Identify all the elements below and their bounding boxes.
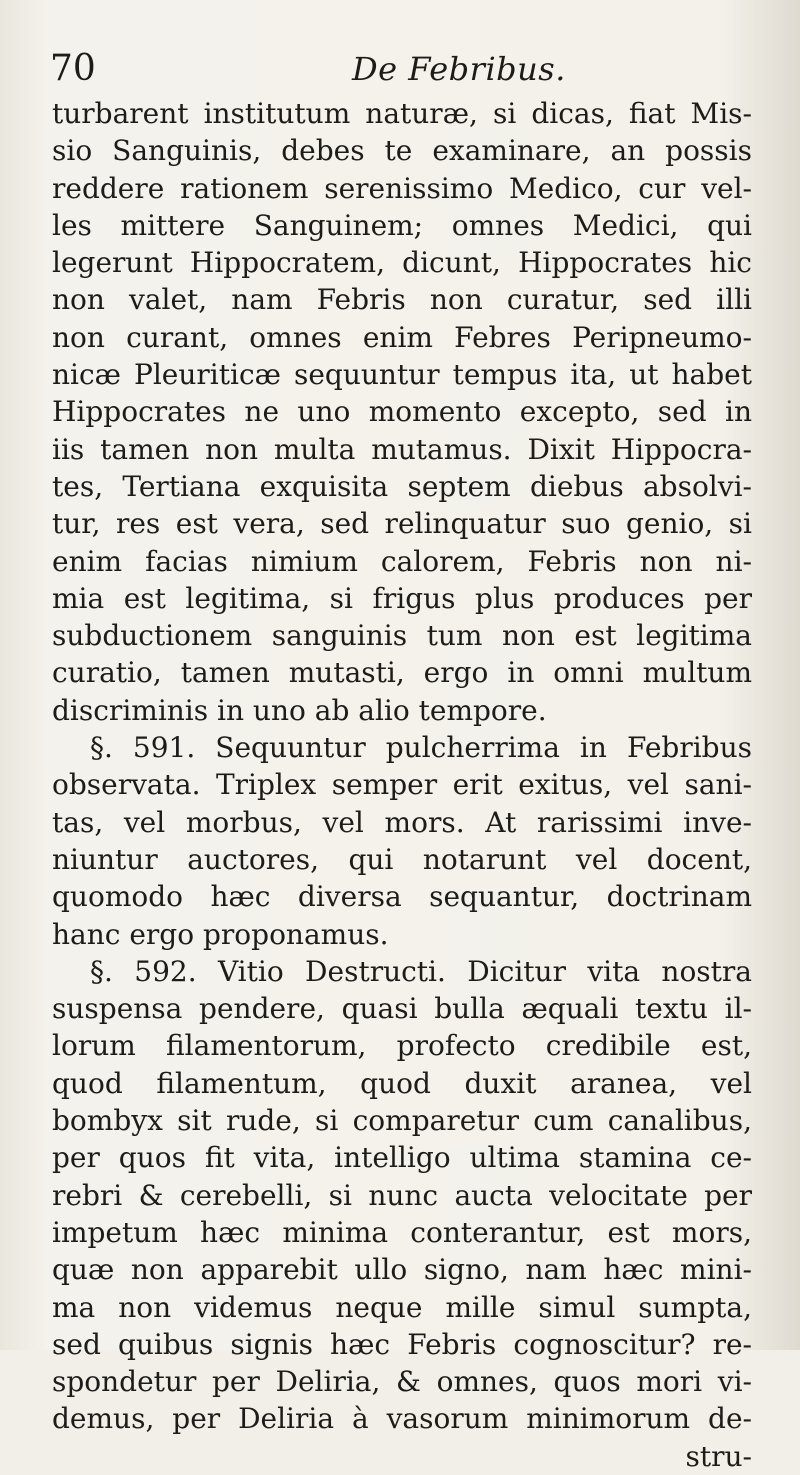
text-line: lorum filamentorum, profecto credibile est, bbox=[52, 1029, 752, 1063]
text-line: per quos fit vita, intelligo ultima stamina ce- bbox=[52, 1141, 752, 1175]
text-line: curatio, tamen mutasti, ergo in omni multum bbox=[52, 656, 752, 690]
text-line: §. 591. Sequuntur pulcherrima in Febribus bbox=[90, 731, 752, 765]
text-line: reddere rationem serenissimo Medico, cur vel- bbox=[52, 171, 752, 205]
text-line: sed quibus signis hæc Febris cognoscitur? re- bbox=[52, 1327, 752, 1361]
page-number: 70 bbox=[50, 48, 96, 89]
text-line: demus, per Deliria à vasorum minimorum de- bbox=[52, 1402, 752, 1436]
text-line: nicæ Pleuriticæ sequuntur tempus ita, ut habet bbox=[52, 358, 752, 392]
text-body bbox=[52, 95, 752, 1475]
text-line: iis tamen non multa mutamus. Dixit Hippocra- bbox=[52, 432, 752, 466]
text-line: legerunt Hippocratem, dicunt, Hippocrates hic bbox=[52, 246, 752, 280]
text-line: rebri & cerebelli, si nunc aucta velocitate per bbox=[52, 1178, 752, 1212]
text-line: hanc ergo proponamus. bbox=[52, 917, 389, 951]
page-header bbox=[50, 44, 750, 94]
text-line: Hippocrates ne uno momento excepto, sed in bbox=[52, 395, 752, 429]
text-line: subductionem sanguinis tum non est legitima bbox=[52, 619, 752, 653]
text-line: enim facias nimium calorem, Febris non ni- bbox=[52, 544, 752, 578]
text-line: spondetur per Deliria, & omnes, quos mori vi- bbox=[52, 1365, 752, 1399]
text-line: observata. Triplex semper erit exitus, vel sani- bbox=[52, 768, 752, 802]
text-line: quomodo hæc diversa sequantur, doctrinam bbox=[52, 880, 752, 914]
text-line: ma non videmus neque mille simul sumpta, bbox=[52, 1290, 752, 1324]
text-line: mia est legitima, si frigus plus produces per bbox=[52, 581, 752, 615]
text-line: niuntur auctores, qui notarunt vel docent, bbox=[52, 842, 752, 876]
text-line: tas, vel morbus, vel mors. At rarissimi inve- bbox=[52, 805, 752, 839]
text-line: tes, Tertiana exquisita septem diebus absolvi- bbox=[52, 469, 752, 503]
running-title: De Febribus. bbox=[352, 50, 566, 88]
text-line: turbarent institutum naturæ, si dicas, fiat Mis- bbox=[52, 97, 752, 130]
text-line: quæ non apparebit ullo signo, nam hæc mini- bbox=[52, 1253, 752, 1287]
text-line: suspensa pendere, quasi bulla æquali textu il- bbox=[52, 992, 752, 1026]
text-line: discriminis in uno ab alio tempore. bbox=[52, 693, 547, 727]
text-line: quod filamentum, quod duxit aranea, vel bbox=[52, 1066, 752, 1100]
text-line: les mittere Sanguinem; omnes Medici, qui bbox=[52, 208, 752, 242]
text-line: sio Sanguinis, debes te examinare, an possis bbox=[52, 134, 752, 168]
text-line: §. 592. Vitio Destructi. Dicitur vita nostra bbox=[90, 954, 752, 988]
text-line: non curant, omnes enim Febres Peripneumo- bbox=[52, 320, 752, 354]
text-line: impetum hæc minima conterantur, est mors, bbox=[52, 1215, 752, 1249]
text-line: stru- bbox=[685, 1439, 752, 1473]
text-line: non valet, nam Febris non curatur, sed illi bbox=[52, 283, 752, 317]
text-line: bombyx sit rude, si comparetur cum canalibus, bbox=[52, 1104, 752, 1138]
text-line: tur, res est vera, sed relinquatur suo genio, si bbox=[52, 507, 752, 541]
